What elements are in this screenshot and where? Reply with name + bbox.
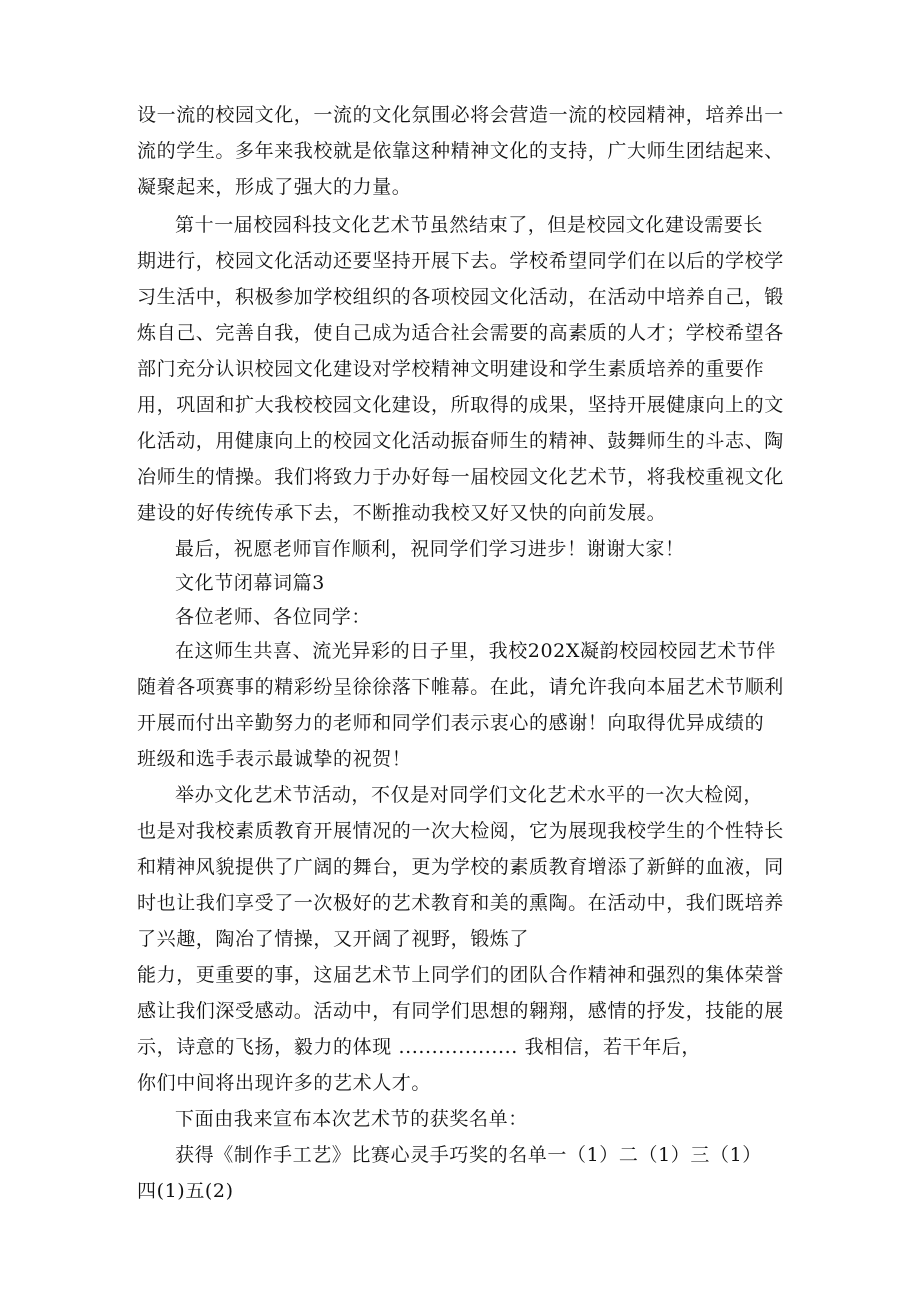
section-heading: 文化节闭幕词篇3 <box>175 572 325 594</box>
paragraph-start: 在这师生共喜、流光异彩的日子里，我校202X凝韵校园校园艺术节伴 <box>175 640 776 662</box>
salutation: 各位老师、各位同学： <box>175 606 372 628</box>
text-line: 部门充分认识校园文化建设对学校精神文明建设和学生素质培养的重要作 <box>137 358 765 380</box>
text-line: 示，诗意的飞扬，毅力的体现 .................. 我相信，若干年后， <box>137 1036 701 1058</box>
closing-line: 最后，祝愿老师盲作顺利，祝同学们学习进步！谢谢大家！ <box>175 538 685 560</box>
text-line: 你们中间将出现许多的艺术人才。 <box>137 1072 432 1094</box>
text-line: 冶师生的情操。我们将致力于办好每一届校园文化艺术节，将我校重视文化 <box>137 466 784 488</box>
text-line: 时也让我们享受了一次极好的艺术教育和美的熏陶。在活动中，我们既培养 <box>137 892 784 914</box>
text-line: 也是对我校素质教育开展情况的一次大检阅，它为展现我校学生的个性特长 <box>137 820 784 842</box>
text-line: 了兴趣，陶冶了情操，又开阔了视野，锻炼了 <box>137 928 530 950</box>
paragraph-start: 举办文化艺术节活动，不仅是对同学们文化艺术水平的一次大检阅， <box>175 784 764 806</box>
text-line: 习生活中，积极参加学校组织的各项校园文化活动，在活动中培养自己，锻 <box>137 286 784 308</box>
text-line: 凝聚起来，形成了强大的力量。 <box>137 176 412 198</box>
text-line: 建设的好传统传承下去，不断推动我校又好又快的向前发展。 <box>137 502 667 524</box>
award-line: 四(1)五(2) <box>137 1180 234 1202</box>
text-line: 随着各项赛事的精彩纷呈徐徐落下帷幕。在此，请允许我向本届艺术节顺利 <box>137 676 784 698</box>
text-line: 班级和选手表示最诚挚的祝贺！ <box>137 748 412 770</box>
text-line: 用，巩固和扩大我校校园文化建设，所取得的成果，坚持开展健康向上的文 <box>137 394 784 416</box>
text-line: 化活动，用健康向上的校园文化活动振奋师生的精神、鼓舞师生的斗志、陶 <box>137 430 784 452</box>
award-line: 获得《制作手工艺》比赛心灵手巧奖的名单一（1）二（1）三（1） <box>175 1144 762 1166</box>
award-intro: 下面由我来宣布本次艺术节的获奖名单： <box>175 1108 528 1130</box>
text-line: 开展而付出辛勤努力的老师和同学们表示衷心的感谢！向取得优异成绩的 <box>137 712 765 734</box>
text-line: 流的学生。多年来我校就是依靠这种精神文化的支持，广大师生团结起来、 <box>137 140 784 162</box>
text-line: 和精神风貌提供了广阔的舞台，更为学校的素质教育增添了新鲜的血液，同 <box>137 856 784 878</box>
text-line: 设一流的校园文化，一流的文化氛围必将会营造一流的校园精神，培养出一 <box>137 104 784 126</box>
paragraph-start: 第十一届校园科技文化艺术节虽然结束了，但是校园文化建设需要长 <box>175 214 764 236</box>
text-line: 感让我们深受感动。活动中，有同学们思想的翱翔，感情的抒发，技能的展 <box>137 1000 784 1022</box>
text-line: 期进行，校园文化活动还要坚持开展下去。学校希望同学们在以后的学校学 <box>137 250 784 272</box>
text-line: 能力，更重要的事，这届艺术节上同学们的团队合作精神和强烈的集体荣誉 <box>137 964 784 986</box>
text-line: 炼自己、完善自我，使自己成为适合社会需要的高素质的人才；学校希望各 <box>137 322 784 344</box>
